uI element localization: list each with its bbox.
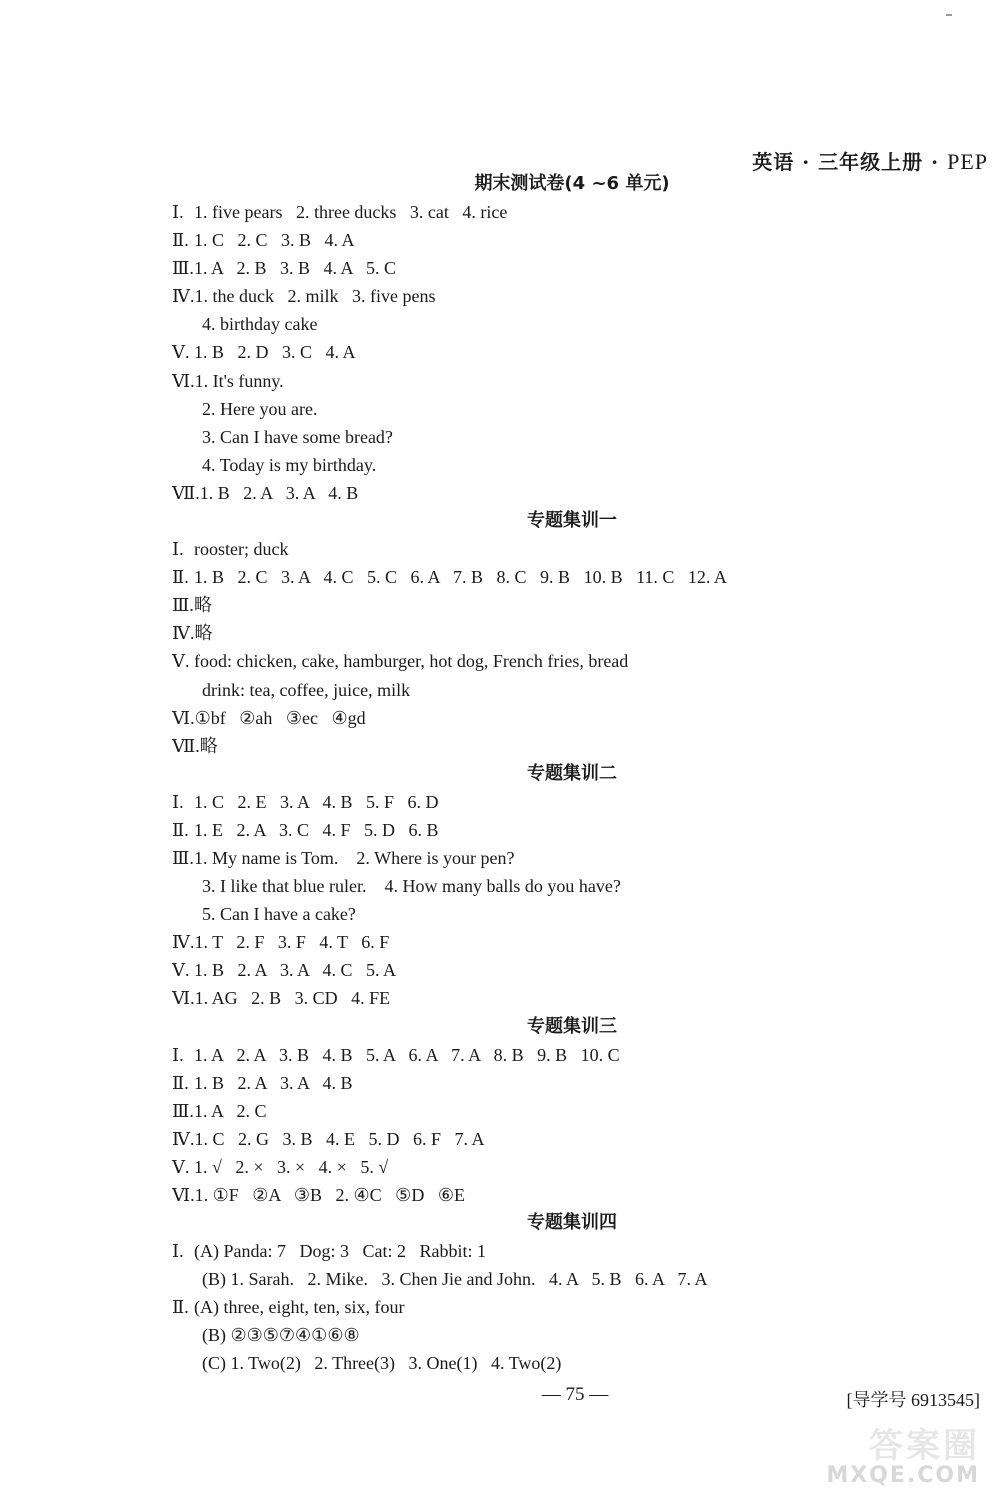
answer-text: (B) ②③⑤⑦④①⑥⑧ (202, 1325, 360, 1346)
question-number: Ⅱ. (172, 230, 189, 251)
answer-text: food: chicken, cake, hamburger, hot dog, French fries, bread (194, 651, 629, 672)
section-title: 专题集训一 (527, 510, 617, 532)
answer-text: (B) 1. Sarah. 2. Mike. 3. Chen Jie and John. 4. A 5. B 6. A 7. A (202, 1269, 708, 1290)
question-number: Ⅰ. (172, 1044, 184, 1065)
question-number: Ⅵ. (172, 370, 195, 391)
answer-line (172, 226, 972, 254)
question-number: Ⅴ. (172, 342, 190, 363)
answer-text: 1. A 2. C (194, 1100, 267, 1121)
answer-text: 1. E 2. A 3. C 4. F 5. D 6. B (194, 819, 439, 840)
answer-line (172, 788, 972, 816)
answer-text: 1. It's funny. (194, 370, 284, 391)
question-number: Ⅳ. (172, 1128, 195, 1149)
answer-text: 1. T 2. F 3. F 4. T 6. F (194, 932, 390, 953)
question-number: Ⅵ. (172, 1185, 195, 1205)
answer-line (172, 1321, 972, 1349)
answer-line (172, 1265, 972, 1293)
question-number: Ⅳ. (172, 623, 195, 644)
scan-speck (946, 14, 952, 16)
section-title: 专题集训三 (527, 1015, 617, 1037)
answer-line (172, 1293, 972, 1321)
answer-line (172, 310, 972, 338)
answer-text: rooster; duck (194, 539, 289, 560)
answer-text: 2. Here you are. (202, 398, 318, 419)
header-edition: PEP (947, 149, 988, 174)
answer-line (172, 984, 972, 1012)
answer-line (172, 591, 972, 619)
answer-line (172, 282, 972, 310)
answer-text: 1. √ 2. × 3. × 4. × 5. √ (194, 1156, 389, 1177)
answer-line (172, 1153, 972, 1181)
answer-line (172, 1181, 972, 1209)
answer-text: 略 (194, 623, 213, 644)
question-number: Ⅶ. (172, 482, 200, 503)
answer-line (172, 900, 972, 928)
answer-text: 1. B 2. A 3. A 4. B (199, 482, 359, 503)
answer-text: 1. B 2. A 3. A 4. C 5. A (194, 960, 397, 981)
answer-text: (A) three, eight, ten, six, four (194, 1297, 405, 1318)
question-number: Ⅳ. (172, 932, 195, 953)
answer-line (172, 1125, 972, 1153)
answer-line (172, 338, 972, 366)
answer-line (172, 1069, 972, 1097)
answer-line (172, 1041, 972, 1069)
watermark-top: 答案圈 (869, 1426, 980, 1466)
answer-line (172, 1237, 972, 1265)
answer-line (172, 198, 972, 226)
answer-text: 1. B 2. A 3. A 4. B (194, 1072, 353, 1093)
answer-text: (C) 1. Two(2) 2. Three(3) 3. One(1) 4. Two(2) (202, 1353, 562, 1374)
answer-line (172, 563, 972, 591)
answer-line (172, 254, 972, 282)
answer-text: 3. I like that blue ruler. 4. How many balls do you have? (202, 876, 621, 897)
answer-line (172, 647, 972, 675)
question-number: Ⅱ. (172, 819, 189, 840)
question-number: Ⅰ. (172, 539, 184, 560)
watermark-bottom: MXQE.COM (826, 1463, 980, 1488)
answer-line (172, 872, 972, 900)
question-number: Ⅴ. (172, 651, 190, 672)
question-number: Ⅴ. (172, 1156, 190, 1177)
answer-text: 1. B 2. C 3. A 4. C 5. C 6. A 7. B 8. C 9. B 10. B 11. C 12. A (194, 567, 727, 588)
question-number: Ⅵ. (172, 988, 195, 1009)
answer-line (172, 451, 972, 479)
answer-text: 1. the duck 2. milk 3. five pens (194, 286, 436, 307)
question-number: Ⅰ. (172, 202, 184, 222)
section-title: 专题集训四 (527, 1212, 617, 1234)
question-number: Ⅲ. (172, 595, 194, 616)
answer-text: drink: tea, coffee, juice, milk (202, 679, 411, 700)
answer-text: 1. C 2. G 3. B 4. E 5. D 6. F 7. A (194, 1128, 485, 1149)
question-number: Ⅳ. (172, 286, 195, 307)
question-number: Ⅲ. (172, 258, 194, 279)
question-number: Ⅰ. (172, 1241, 184, 1262)
section-title: 专题集训二 (527, 762, 617, 784)
answer-line (172, 816, 972, 844)
answer-text: 1. five pears 2. three ducks 3. cat 4. rice (194, 202, 508, 222)
answer-text: 略 (194, 595, 212, 616)
answer-line (172, 367, 972, 395)
answer-line (172, 1097, 972, 1125)
question-number: Ⅲ. (172, 1100, 194, 1121)
header-subject: 英语 · 三年级上册 · (752, 150, 948, 174)
answer-content (172, 170, 972, 1378)
answer-text: 1. ①F ②A ③B 2. ④C ⑤D ⑥E (194, 1185, 465, 1205)
answer-line (172, 676, 972, 704)
question-number: Ⅴ. (172, 960, 190, 981)
answer-text: 1. My name is Tom. 2. Where is your pen? (194, 847, 515, 868)
answer-text: 1. A 2. A 3. B 4. B 5. A 6. A 7. A 8. B 9. B 10. C (194, 1044, 620, 1065)
question-number: Ⅵ. (172, 707, 195, 728)
question-number: Ⅱ. (172, 567, 189, 588)
answer-text: 1. C 2. C 3. B 4. A (194, 230, 355, 251)
answer-line (172, 956, 972, 984)
answer-text: 4. birthday cake (202, 314, 318, 335)
answer-text: 3. Can I have some bread? (202, 426, 393, 447)
watermark-logo (800, 1418, 980, 1488)
question-number: Ⅱ. (172, 1072, 189, 1093)
answer-line (172, 395, 972, 423)
answer-line (172, 423, 972, 451)
page-number: — 75 — (541, 1384, 609, 1405)
section-title: 期末测试卷(4 ~6 单元) (474, 173, 670, 194)
answer-text: (A) Panda: 7 Dog: 3 Cat: 2 Rabbit: 1 (194, 1241, 486, 1262)
question-number: Ⅶ. (172, 735, 200, 756)
question-number: Ⅲ. (172, 847, 194, 868)
answer-line (172, 535, 972, 563)
answer-text: 1. B 2. D 3. C 4. A (194, 342, 356, 363)
answer-text: ①bf ②ah ③ec ④gd (194, 707, 366, 728)
question-number: Ⅱ. (172, 1297, 189, 1318)
guide-code: [导学号 6913545] (846, 1390, 980, 1410)
answer-line (172, 479, 972, 507)
answer-text: 1. AG 2. B 3. CD 4. FE (194, 988, 391, 1009)
answer-line (172, 732, 972, 760)
answer-line (172, 844, 972, 872)
answer-text: 5. Can I have a cake? (202, 904, 356, 925)
answer-line (172, 619, 972, 647)
answer-line (172, 928, 972, 956)
answer-line (172, 704, 972, 732)
question-number: Ⅰ. (172, 791, 184, 812)
answer-text: 略 (199, 735, 218, 756)
answer-text: 4. Today is my birthday. (202, 454, 377, 475)
answer-text: 1. C 2. E 3. A 4. B 5. F 6. D (194, 791, 439, 812)
answer-line (172, 1349, 972, 1377)
answer-text: 1. A 2. B 3. B 4. A 5. C (194, 258, 397, 279)
